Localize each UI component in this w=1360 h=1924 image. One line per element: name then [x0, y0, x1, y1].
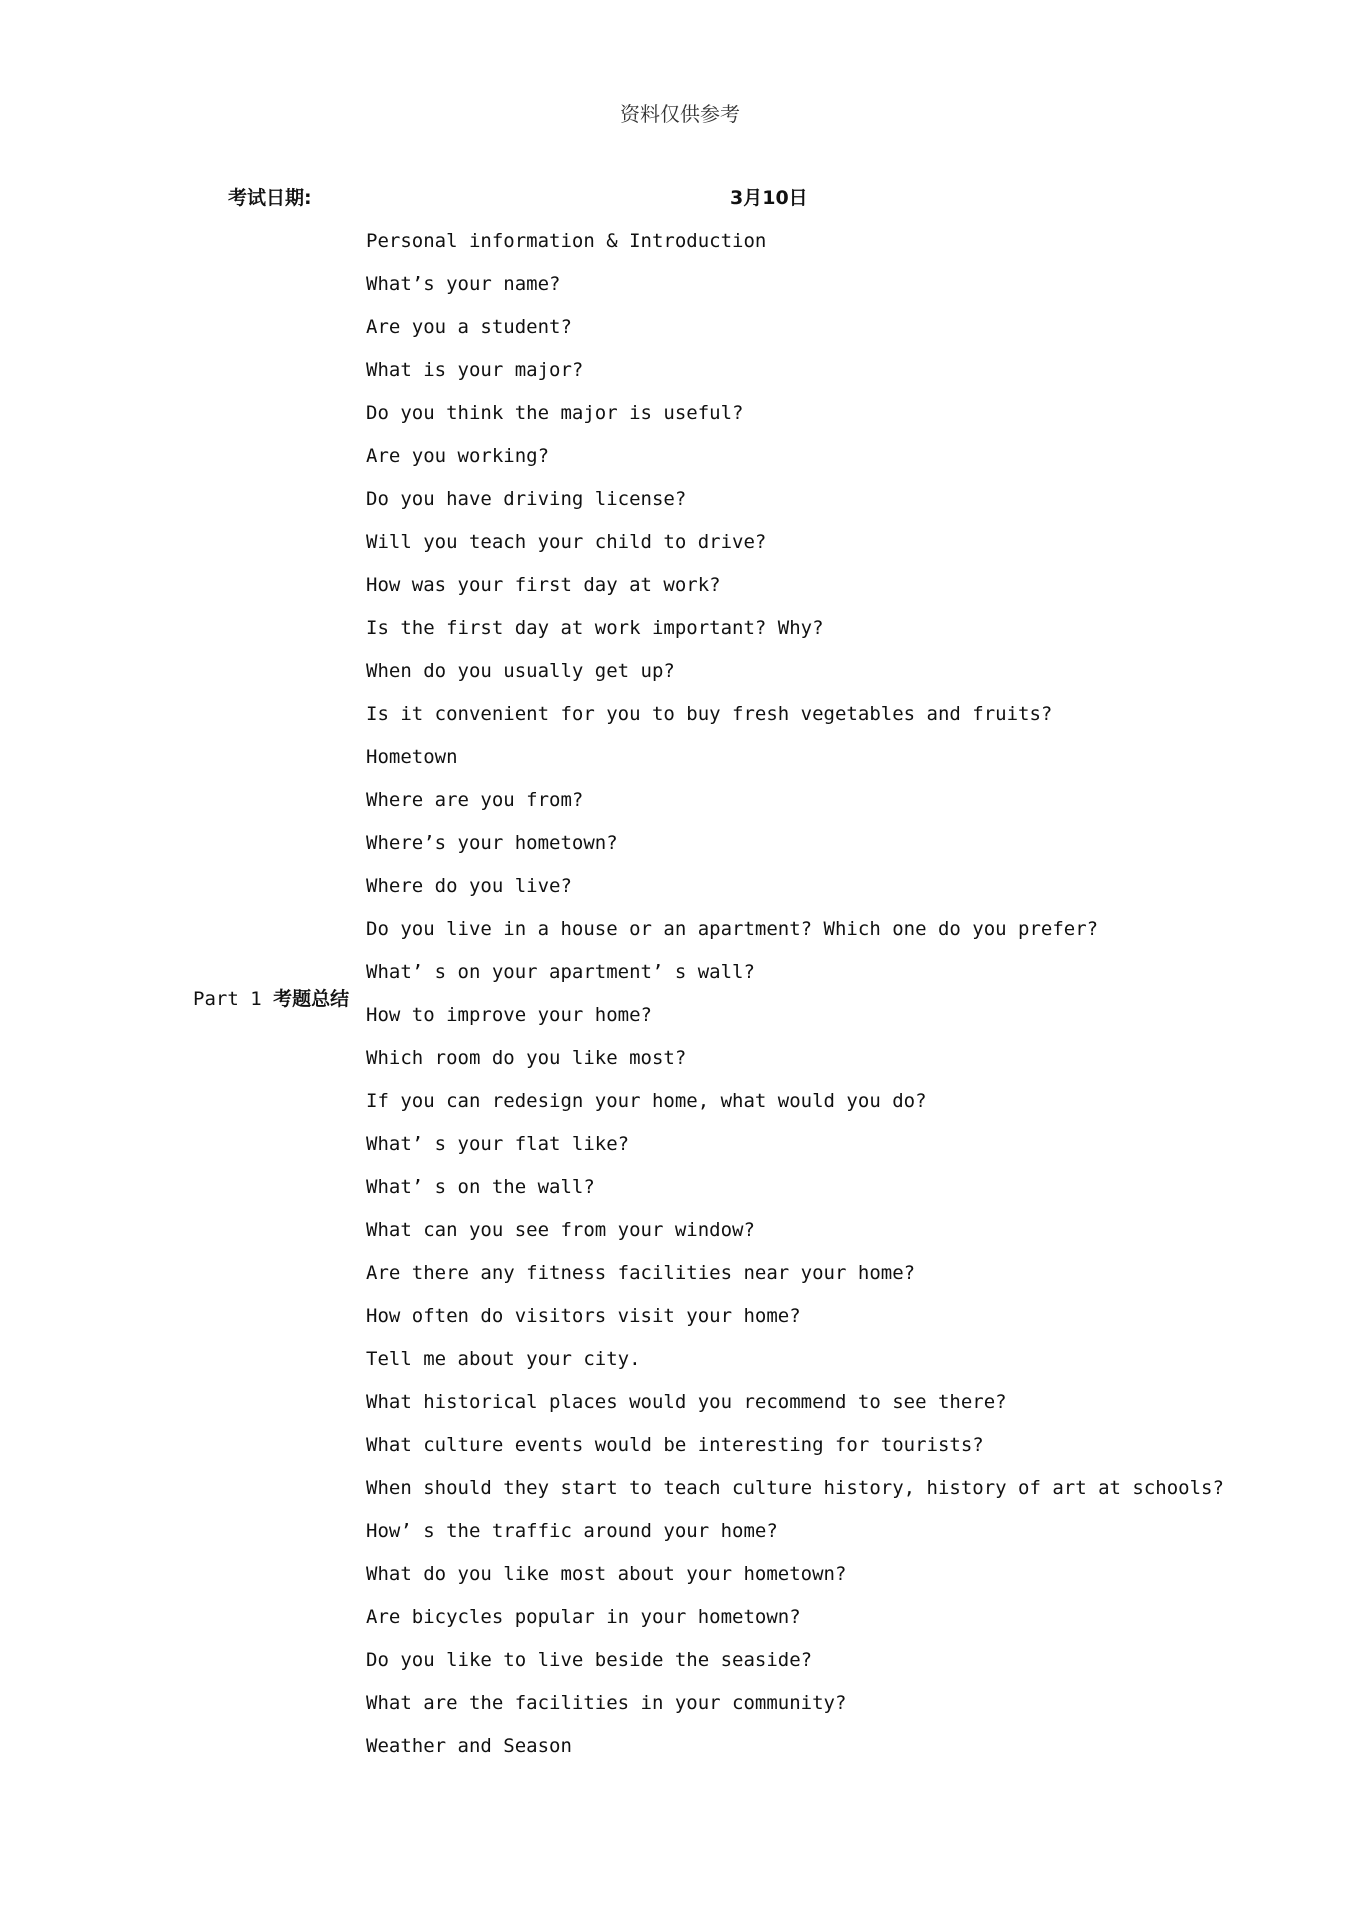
- question-line: Where’s your hometown?: [366, 832, 618, 854]
- question-line: What historical places would you recommend to see there?: [366, 1391, 1007, 1413]
- question-line: Tell me about your city.: [366, 1348, 641, 1370]
- question-line: What can you see from your window?: [366, 1219, 755, 1241]
- exam-date-value: 3月10日: [730, 187, 808, 209]
- question-line: Where are you from?: [366, 789, 584, 811]
- question-line: How often do visitors visit your home?: [366, 1305, 801, 1327]
- question-line: What’ s your flat like?: [366, 1133, 630, 1155]
- question-line: Where do you live?: [366, 875, 572, 897]
- question-list: [366, 226, 1224, 1774]
- header-note: 资料仅供参考: [620, 102, 740, 126]
- question-line: Are bicycles popular in your hometown?: [366, 1606, 801, 1628]
- question-line: Do you like to live beside the seaside?: [366, 1649, 813, 1671]
- question-line: What’ s on the wall?: [366, 1176, 595, 1198]
- question-line: What are the facilities in your community?: [366, 1692, 847, 1714]
- part-label-prefix: Part 1: [193, 988, 262, 1010]
- question-line: How’ s the traffic around your home?: [366, 1520, 778, 1542]
- question-line: What’s your name?: [366, 273, 561, 295]
- question-line: Do you think the major is useful?: [366, 402, 744, 424]
- question-line: Personal information & Introduction: [366, 230, 767, 252]
- question-line: Do you live in a house or an apartment? Which one do you prefer?: [366, 918, 1099, 940]
- question-line: Do you have driving license?: [366, 488, 687, 510]
- question-line: Hometown: [366, 746, 458, 768]
- question-line: Is it convenient for you to buy fresh vegetables and fruits?: [366, 703, 1053, 725]
- question-line: Is the first day at work important? Why?: [366, 617, 824, 639]
- question-line: What is your major?: [366, 359, 584, 381]
- question-line: How to improve your home?: [366, 1004, 652, 1026]
- question-line: Weather and Season: [366, 1735, 572, 1757]
- question-line: Will you teach your child to drive?: [366, 531, 767, 553]
- exam-date-label: 考试日期:: [228, 187, 312, 209]
- question-line: What do you like most about your hometown?: [366, 1563, 847, 1585]
- part-label-title: 考题总结: [273, 988, 350, 1010]
- question-line: Are you a student?: [366, 316, 572, 338]
- question-line: Which room do you like most?: [366, 1047, 687, 1069]
- question-line: What culture events would be interesting for tourists?: [366, 1434, 984, 1456]
- question-line: Are there any fitness facilities near your home?: [366, 1262, 916, 1284]
- part-label: [193, 984, 349, 1011]
- question-line: What’ s on your apartment’ s wall?: [366, 961, 755, 983]
- question-line: If you can redesign your home, what would you do?: [366, 1090, 927, 1112]
- question-line: When should they start to teach culture history, history of art at schools?: [366, 1477, 1224, 1499]
- question-line: Are you working?: [366, 445, 550, 467]
- question-line: How was your first day at work?: [366, 574, 721, 596]
- question-line: When do you usually get up?: [366, 660, 675, 682]
